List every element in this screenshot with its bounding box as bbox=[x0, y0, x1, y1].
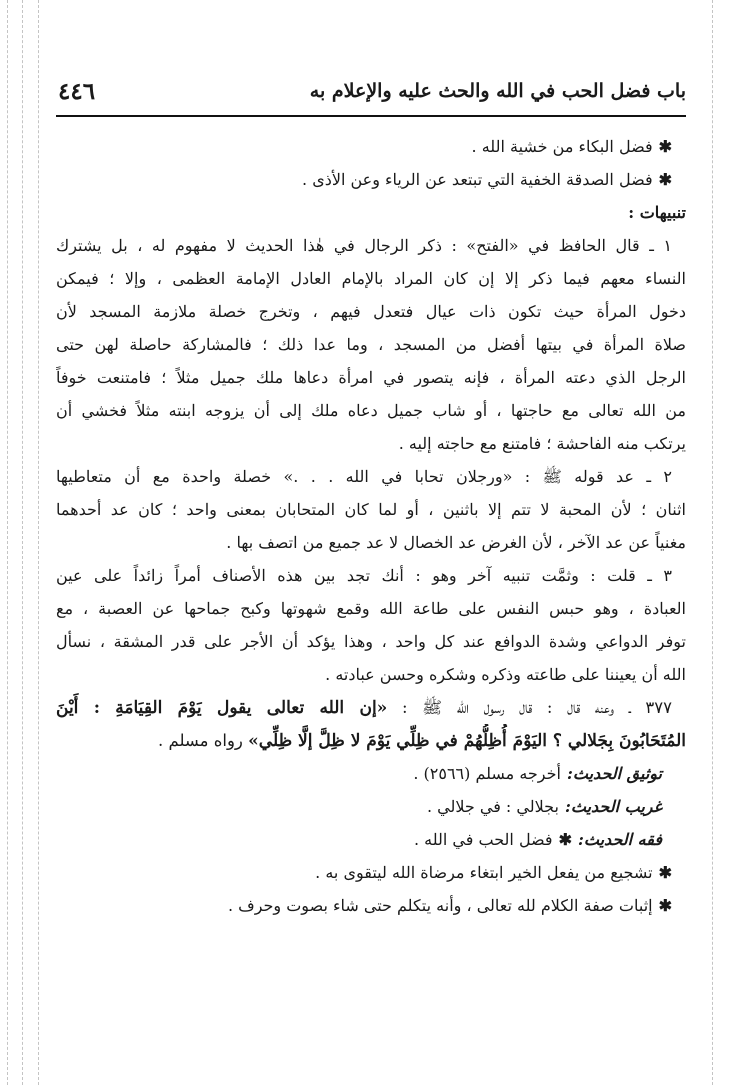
gharib-label: غريب الحديث: bbox=[564, 797, 662, 816]
header-rule bbox=[56, 115, 686, 117]
scan-guide-line bbox=[7, 0, 8, 1085]
bullet-item: ✱إثبات صفة الكلام لله تعالى ، وأنه يتكلم حتى شاء بصوت وحرف . bbox=[227, 896, 672, 915]
hadith-line bbox=[56, 724, 686, 757]
chapter-title: باب فضل الحب في الله والحث عليه والإعلام به bbox=[309, 80, 686, 102]
note3-line: العبادة ، وهو حبس النفس على طاعة الله وقمع شهوتها وكبح جماحها عن العصبة ، مع bbox=[56, 599, 686, 618]
note3-line: الله أن يعيننا على طاعته وذكره وشكره وحسن عبادته . bbox=[325, 665, 686, 684]
note1-line: دخول المرأة حيث تكون ذات عيال فتعدل فيهم ، وتخرج خصلة ملازمة المسجد لأن bbox=[56, 302, 686, 321]
note1-line: الرجل الذي دعته المرأة ، فإنه يتصور في امرأة دعاها ملك جميل مثلاً ؛ فامتنعت خوفاً bbox=[56, 368, 686, 387]
note1-line: ١ ـ قال الحافظ في «الفتح» : ذكر الرجال في هٰذا الحديث لا مفهوم له ، بل يشترك bbox=[56, 236, 672, 255]
scan-guide-line bbox=[38, 0, 39, 1085]
fiqh-line bbox=[56, 823, 686, 856]
bullet-item: ✱فضل الصدقة الخفية التي تبتعد عن الرياء وعن الأذى . bbox=[302, 170, 672, 189]
gharib-text: بجلالي : في جلالي . bbox=[426, 797, 559, 816]
bullet-item: ✱فضل البكاء من خشية الله . bbox=[471, 137, 672, 156]
gharib-line bbox=[56, 790, 686, 823]
hadith-quote: المُتَحَابُونَ بِجَلالي ؟ اليَوْمَ أُظِلُّهُمْ في ظِلِّي يَوْمَ لا ظِلَّ إلَّا ظِلِّي» bbox=[248, 731, 686, 751]
note1-line: صلاة المرأة في بيتها أفضل من المسجد ، وما عدا ذلك ؛ فالمشاركة حاصلة لهن حتى bbox=[56, 335, 686, 354]
scan-guide-line bbox=[712, 0, 713, 1085]
fiqh-label: فقه الحديث: bbox=[577, 830, 662, 849]
page-number: ٤٤٦ bbox=[58, 78, 96, 105]
note2-line: مغنياً عن عد الآخر ، لأن الغرض عد الخصال لا عد جميع من اتصف بها . bbox=[226, 533, 686, 552]
asterisk-bullet-icon: ✱ bbox=[558, 830, 572, 849]
takhrij-line bbox=[56, 757, 686, 790]
scan-guide-line bbox=[22, 0, 23, 1085]
running-header bbox=[56, 80, 686, 112]
asterisk-bullet-icon: ✱ bbox=[658, 896, 672, 915]
note2-line: ٢ ـ عد قوله ﷺ : «ورجلان تحابا في الله . . .» خصلة واحدة مع أن متعاطيها bbox=[56, 467, 673, 486]
asterisk-bullet-icon: ✱ bbox=[658, 170, 672, 189]
note3-line: توفر الدواعي وشدة الدوافع عند كل واحد ، وهذا يؤكد أن الأجر على قدر المشقة ، نسأل bbox=[56, 632, 686, 651]
book-page bbox=[56, 70, 686, 1060]
takhrij-label: توثيق الحديث: bbox=[566, 764, 662, 783]
note1-line: يرتكب منه الفاحشة ؛ فامتنع مع حاجته إليه . bbox=[398, 434, 686, 453]
asterisk-bullet-icon: ✱ bbox=[658, 863, 672, 882]
hadith-quote: «إن الله تعالى يقول يَوْمَ القِيَامَةِ : أَيْنَ bbox=[56, 698, 388, 718]
asterisk-bullet-icon: ✱ bbox=[658, 137, 672, 156]
notes-heading: تنبيهات : bbox=[628, 203, 686, 222]
fiqh-text: فضل الحب في الله . bbox=[413, 830, 553, 849]
page-body bbox=[56, 130, 686, 922]
note1-line: النساء معهم فيما ذكر إلا إن كان المراد بالإمام العادل الإمامة العظمى ، وإلا ؛ فيمكن bbox=[56, 269, 686, 288]
note3-line: ٣ ـ قلت : وثمَّت تنبيه آخر وهو : أنك تجد بين هذه الأصناف أمراً زائداً على عين bbox=[56, 566, 672, 585]
hadith-number-intro: ٣٧٧ ـ وعنه قال : قال رسول الله ﷺ : bbox=[401, 698, 672, 717]
bullet-item: ✱تشجيع من يفعل الخير ابتغاء مرضاة الله ليتقوى به . bbox=[315, 863, 672, 882]
takhrij-text: أخرجه مسلم (٢٥٦٦) . bbox=[413, 764, 561, 783]
hadith-source: رواه مسلم . bbox=[158, 731, 243, 750]
note1-line: من الله تعالى مع حاجتها ، أو شاب جميل دعاه ملك إلى أن يزوجه ابنته مثلاً فخشي أن bbox=[56, 401, 686, 420]
note2-line: اثنان ؛ لأن المحبة لا تتم إلا باثنين ، أو لما كان المتحابان بمعنى واحد ؛ كان عد أحدهما bbox=[56, 500, 686, 519]
hadith-line bbox=[56, 691, 686, 724]
